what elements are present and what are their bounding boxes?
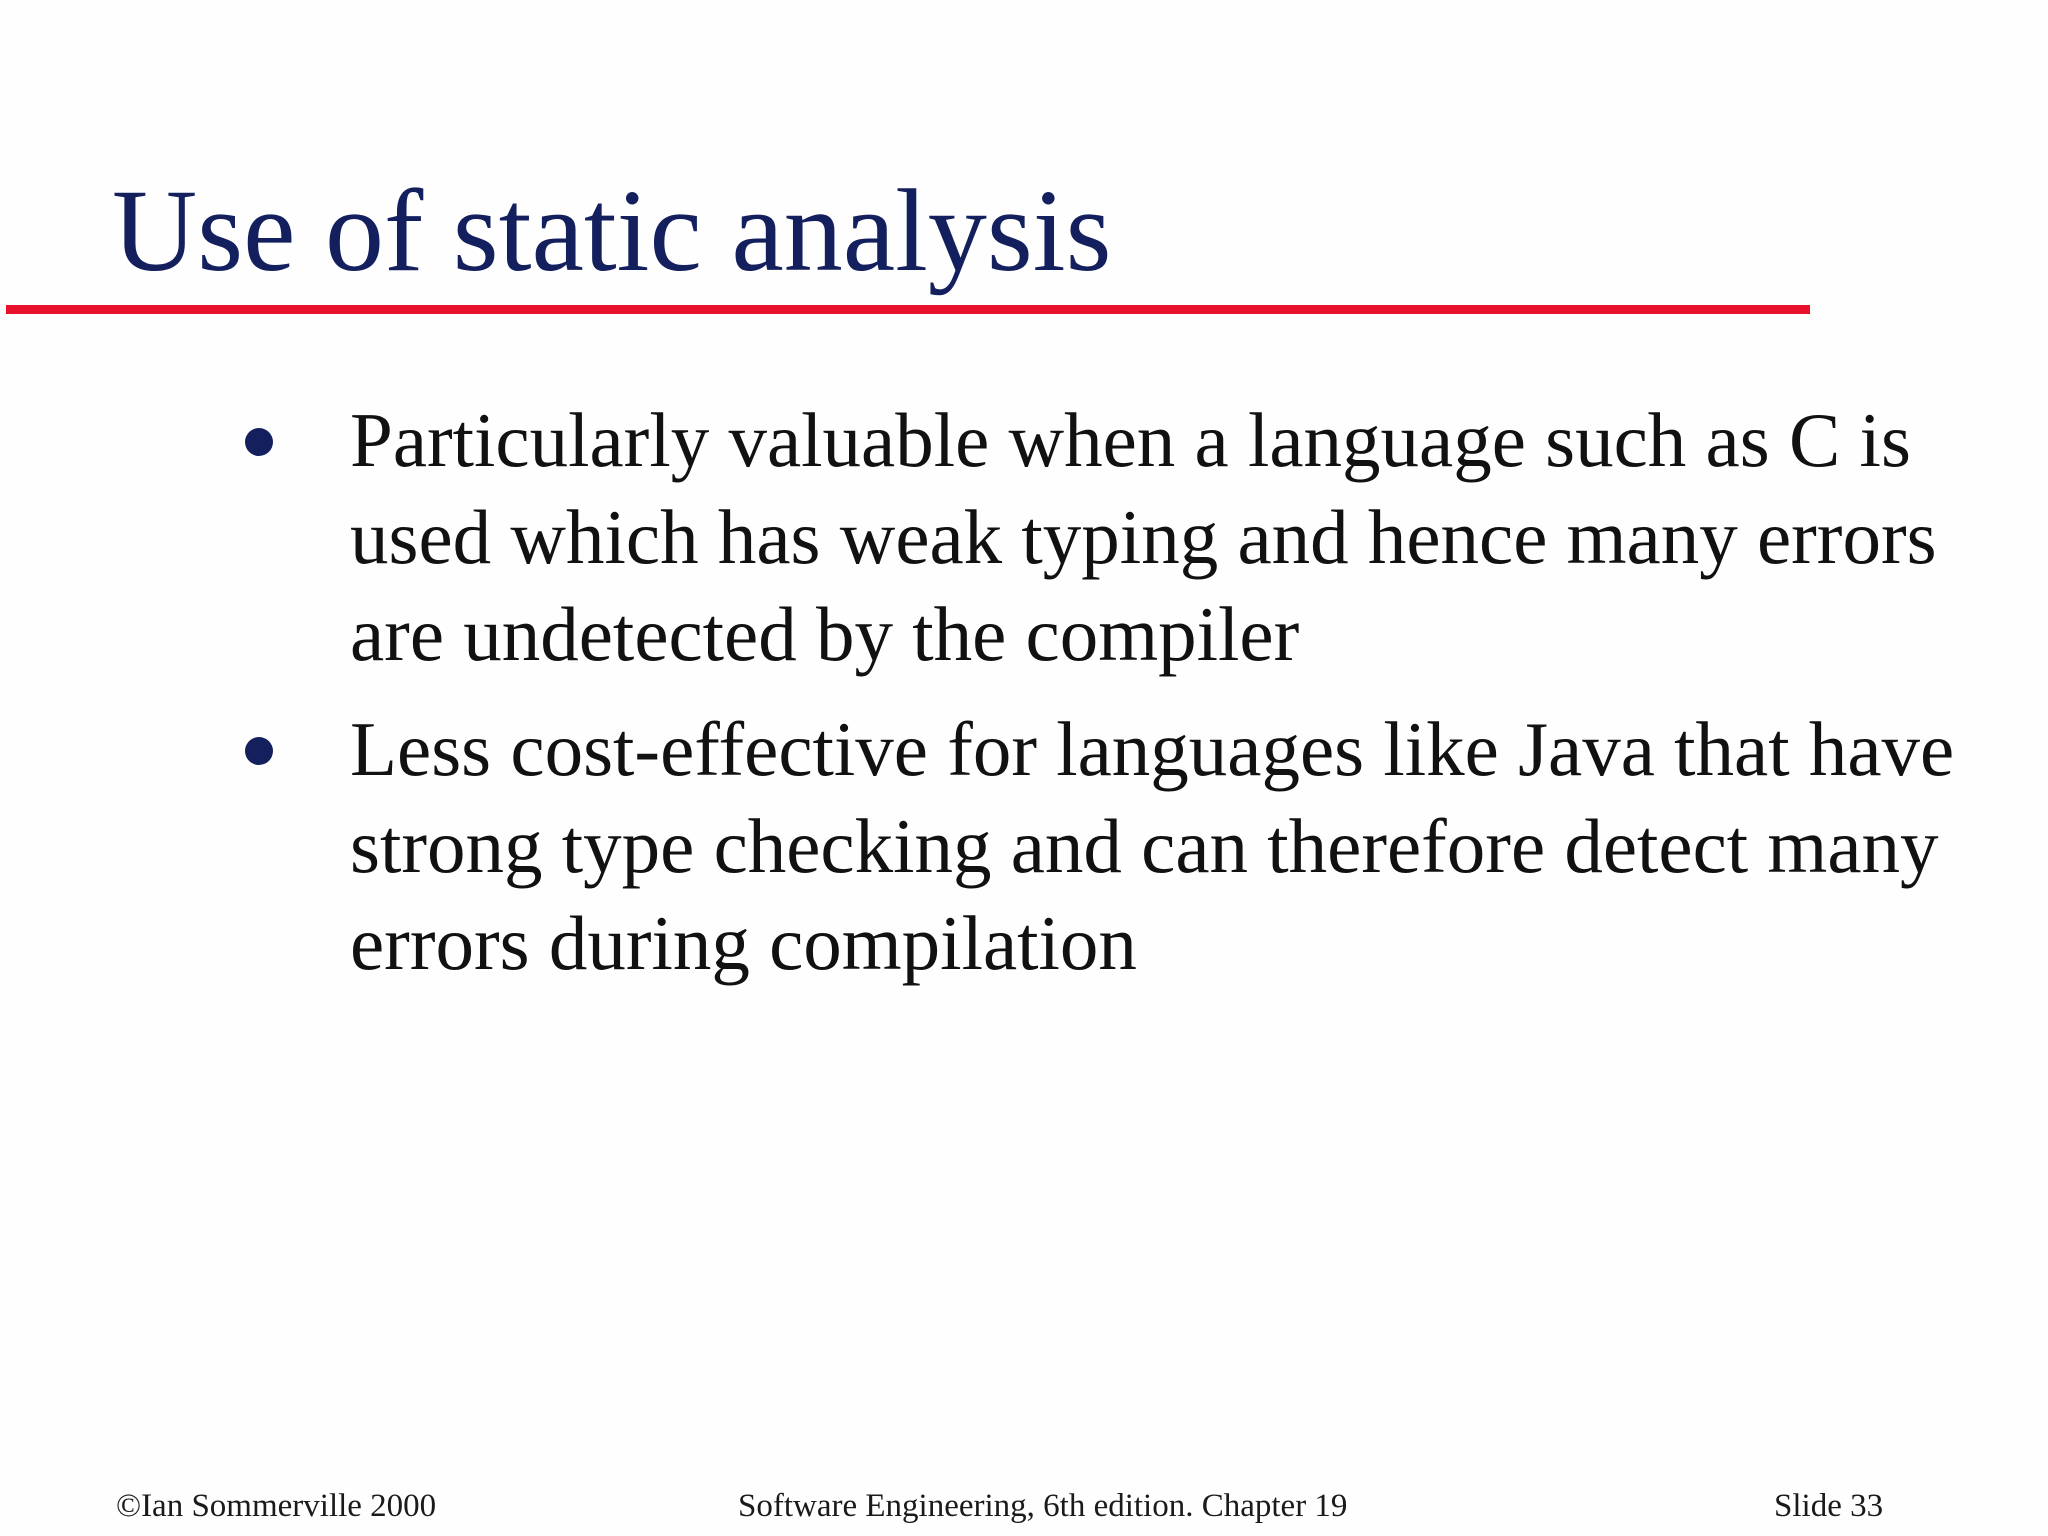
bullet-dot-icon bbox=[245, 428, 273, 456]
footer-slide-number: Slide 33 bbox=[1774, 1488, 1884, 1524]
bullet-item-2 bbox=[240, 701, 2030, 992]
slide-title: Use of static analysis bbox=[112, 165, 1112, 296]
title-underline-rule bbox=[6, 305, 1810, 314]
bullet-text-1: Particularly valuable when a language such as C is used which has weak typing and hence many errors are undetected by the compiler bbox=[350, 397, 1937, 677]
footer-book-title: Software Engineering, 6th edition. Chapter 19 bbox=[738, 1488, 1348, 1524]
bullet-item-1 bbox=[240, 392, 2030, 683]
bullet-dot-icon bbox=[245, 737, 273, 765]
bullet-text-2: Less cost-effective for languages like Java that have strong type checking and can therefore detect many errors during compilation bbox=[350, 706, 1955, 986]
bullet-list bbox=[240, 392, 2030, 1010]
footer-copyright: ©Ian Sommerville 2000 bbox=[116, 1488, 437, 1524]
